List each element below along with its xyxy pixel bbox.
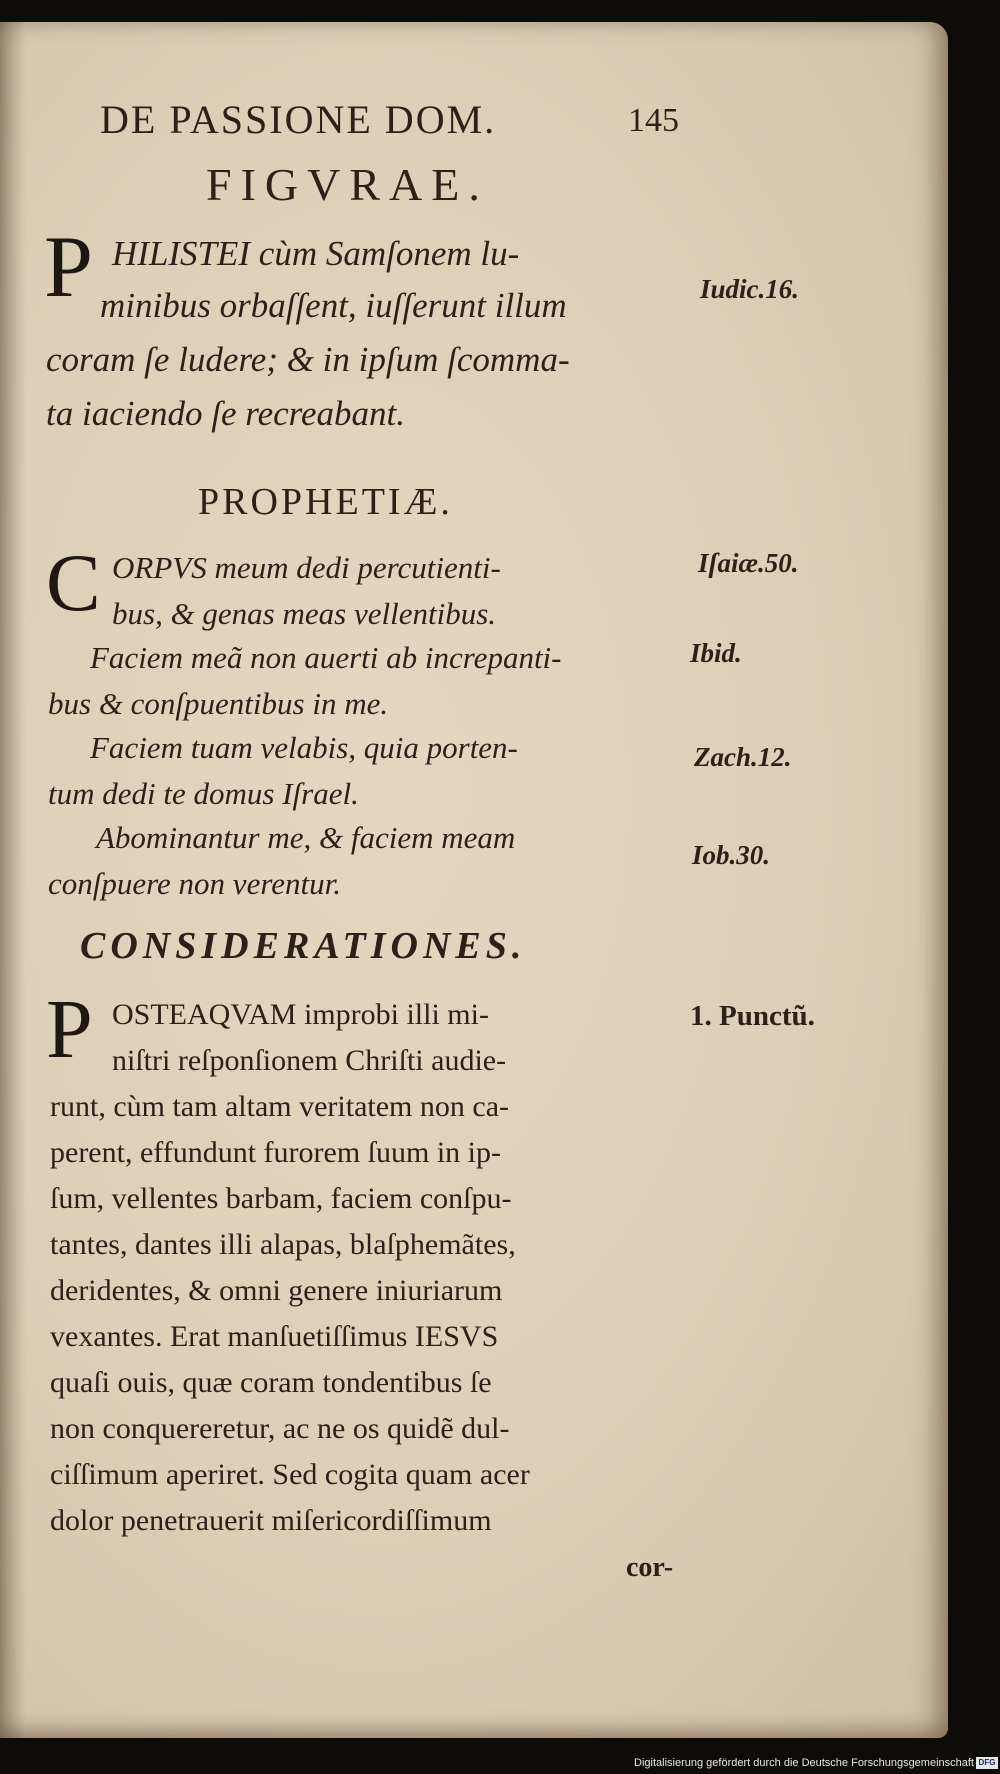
- considerationes-line-2: niſtri reſponſionem Chriſti audie-: [112, 1044, 507, 1077]
- margin-ref-punctum: 1. Punctũ.: [690, 1000, 815, 1032]
- prophetia-4-line-2: conſpuere non verentur.: [48, 866, 341, 901]
- considerationes-line-10: non conquereretur, ac ne os quidẽ dul-: [50, 1412, 510, 1445]
- considerationes-line-8: vexantes. Erat manſuetiſſimus IESVS: [50, 1320, 499, 1353]
- margin-ref-iob: Iob.30.: [692, 840, 771, 870]
- prophetia-1-line-1: ORPVS meum dedi percutienti-: [112, 550, 501, 585]
- figurae-line-1: HILISTEI cùm Samſonem lu-: [112, 234, 520, 273]
- dfg-logo-icon: DFG: [976, 1757, 998, 1769]
- figurae-line-4: ta iaciendo ſe recreabant.: [46, 394, 405, 433]
- considerationes-line-9: quaſi ouis, quæ coram tondentibus ſe: [50, 1366, 492, 1399]
- page-number: 145: [628, 102, 679, 139]
- figurae-line-3: coram ſe ludere; & in ipſum ſcomma-: [46, 340, 570, 379]
- margin-ref-ibid: Ibid.: [690, 638, 742, 668]
- considerationes-line-6: tantes, dantes illi alapas, blaſphemãtes,: [50, 1228, 516, 1261]
- book-page: [0, 22, 948, 1738]
- section-heading-considerationes: CONSIDERATIONES.: [80, 925, 527, 967]
- considerationes-line-1: OSTEAQVAM improbi illi mi-: [112, 998, 489, 1031]
- drop-cap-prophetiae: C: [46, 537, 101, 628]
- prophetia-2-line-2: bus & conſpuentibus in me.: [48, 686, 389, 721]
- considerationes-line-11: ciſſimum aperiret. Sed cogita quam acer: [50, 1458, 530, 1491]
- margin-ref-isaiae: Iſaiæ.50.: [698, 548, 799, 578]
- considerationes-line-3: runt, cùm tam altam veritatem non ca-: [50, 1090, 509, 1123]
- catchword: cor-: [626, 1552, 674, 1583]
- prophetia-2-line-1: Faciem meã non auerti ab increpanti-: [90, 640, 562, 675]
- considerationes-line-4: perent, effundunt furorem ſuum in ip-: [50, 1136, 501, 1169]
- section-heading-prophetiae: PROPHETIÆ.: [198, 481, 453, 523]
- considerationes-line-7: deridentes, & omni genere iniuriarum: [50, 1274, 503, 1307]
- prophetia-3-line-1: Faciem tuam velabis, quia porten-: [90, 730, 518, 765]
- margin-ref-iudic: Iudic.16.: [700, 274, 800, 304]
- considerationes-line-12: dolor penetrauerit miſericordiſſimum: [50, 1504, 492, 1537]
- prophetia-4-line-1: Abominantur me, & faciem meam: [96, 820, 516, 855]
- drop-cap-figurae: P: [44, 219, 93, 316]
- drop-cap-considerationes: P: [46, 983, 93, 1076]
- prophetia-3-line-2: tum dedi te domus Iſrael.: [48, 776, 359, 811]
- digitization-credit-bar: [0, 1752, 1000, 1774]
- prophetia-1-line-2: bus, & genas meas vellentibus.: [112, 596, 497, 631]
- margin-ref-zach: Zach.12.: [694, 742, 792, 772]
- section-heading-figurae: FIGVRAE.: [206, 159, 489, 210]
- figurae-line-2: minibus orbaſſent, iuſſerunt illum: [100, 286, 567, 325]
- digitization-credit: Digitalisierung gefördert durch die Deutsche Forschungsgemeinschaft: [634, 1757, 974, 1769]
- considerationes-line-5: ſum, vellentes barbam, faciem conſpu-: [50, 1182, 512, 1215]
- running-title: DE PASSIONE DOM.: [100, 97, 497, 142]
